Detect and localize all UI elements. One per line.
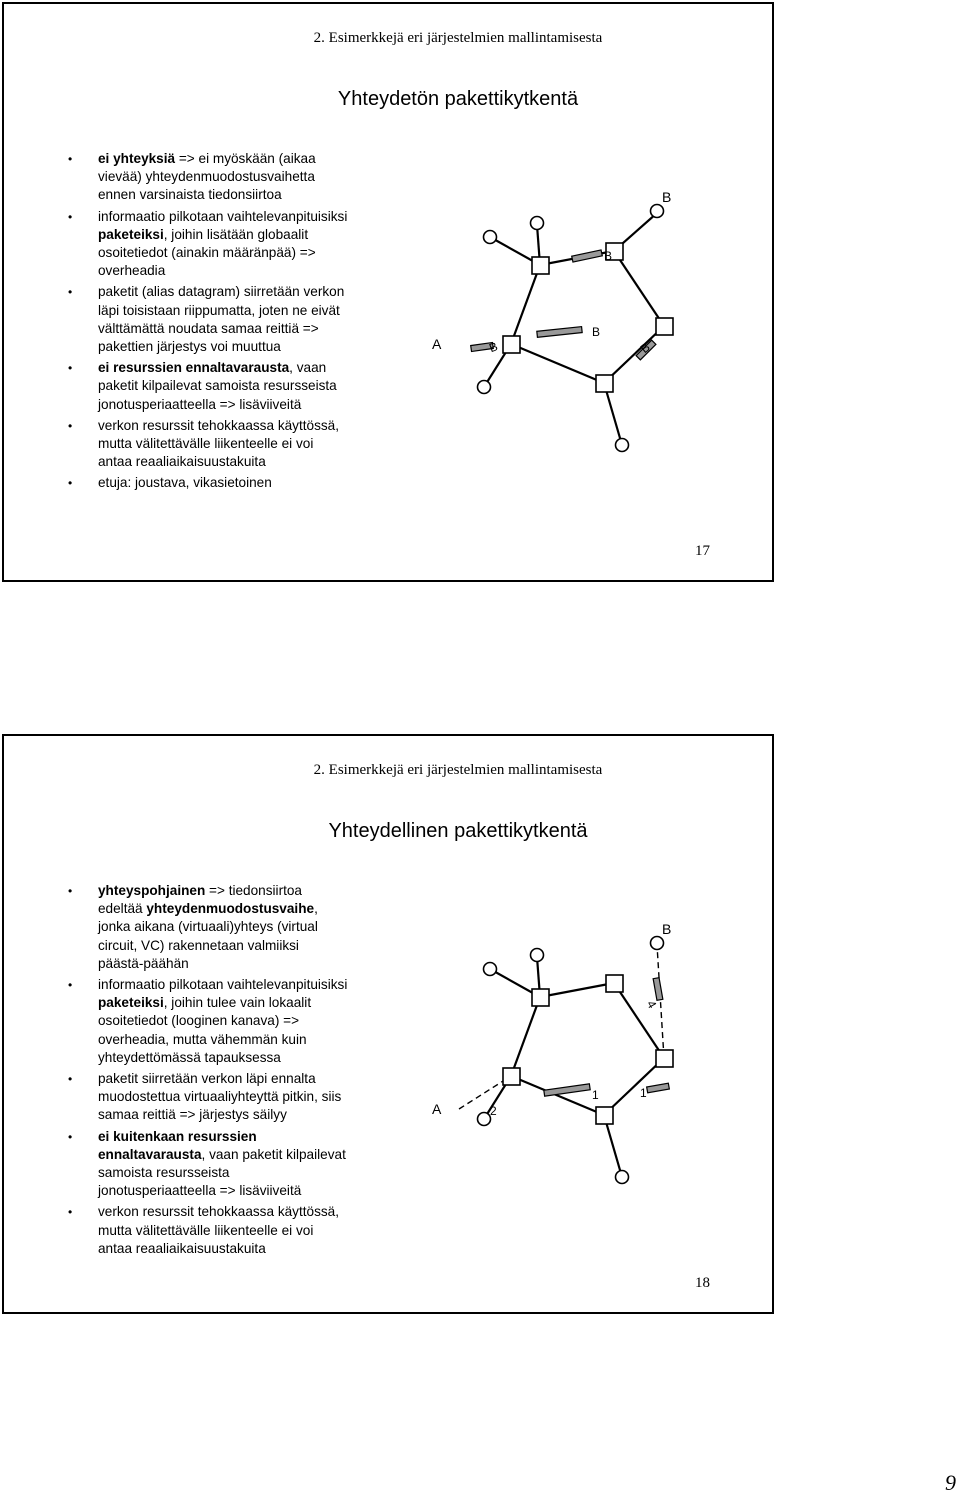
- text: samaa reittiä => järjestys säilyy: [98, 1107, 287, 1123]
- slide-title: Yhteydetön pakettikytkentä: [337, 88, 579, 110]
- bullet-item: [66, 882, 366, 973]
- packet-label: B: [604, 249, 613, 263]
- text: overheadia: [98, 263, 166, 279]
- text: päästä-päähän: [98, 955, 189, 971]
- bold-text: paketeiksi: [98, 226, 164, 242]
- bullet-line: [98, 262, 366, 280]
- bullet-item: [66, 474, 366, 492]
- bullet-item: [66, 283, 366, 356]
- bullet-line: [98, 918, 366, 936]
- bullet-line: [98, 417, 366, 435]
- bullet-list: [66, 882, 366, 1261]
- text: , joihin tulee vain lokaalit: [163, 995, 312, 1011]
- bold-text: ei kuitenkaan resurssien: [98, 1128, 257, 1144]
- text: ,: [314, 901, 318, 917]
- bullet-line: [98, 302, 366, 320]
- text: , joihin lisätään globaalit: [163, 226, 309, 242]
- bullet-line: [98, 1088, 366, 1106]
- document-page-number: 9: [945, 1470, 956, 1495]
- slide-18: [2, 734, 774, 1314]
- bullet-line: [98, 168, 366, 186]
- text: muodostettua virtuaaliyhteyttä pitkin, siis: [98, 1089, 342, 1105]
- bullet-line: [98, 882, 366, 900]
- bullet-line: [98, 186, 366, 204]
- text: circuit, VC) rakennetaan valmiiksi: [98, 937, 299, 953]
- text: ennen varsinaista tiedonsiirtoa: [98, 187, 282, 203]
- bullet-line: [98, 244, 366, 262]
- text: paketit siirretään verkon läpi ennalta: [98, 1071, 316, 1087]
- node-b-label: B: [662, 189, 672, 205]
- text: informaatio pilkotaan vaihtelevanpituisiksi: [98, 208, 348, 224]
- text: informaatio pilkotaan vaihtelevanpituisiksi: [98, 977, 348, 993]
- packet-label: B: [487, 339, 500, 356]
- text: overheadia, mutta vähemmän kuin: [98, 1031, 307, 1047]
- channel-label: 1: [592, 1088, 599, 1102]
- bullet-line: [98, 994, 366, 1012]
- bold-text: yhteyspohjainen: [98, 883, 206, 898]
- slide-title: Yhteydellinen pakettikytkentä: [328, 820, 588, 842]
- bullet-line: [98, 1049, 366, 1067]
- bullet-item: [66, 1070, 366, 1125]
- channel-label: 2: [490, 1104, 497, 1118]
- bullet-line: [98, 1222, 366, 1240]
- bullet-line: [98, 453, 366, 471]
- text: => tiedonsiirtoa: [205, 883, 302, 898]
- bullet-item: [66, 1128, 366, 1201]
- text: välttämättä noudata samaa reittiä =>: [98, 320, 319, 336]
- channel-label: 1: [640, 1086, 647, 1100]
- bullet-line: [98, 1031, 366, 1049]
- bold-text: ennaltavarausta: [98, 1146, 202, 1162]
- packet-label: B: [637, 340, 653, 356]
- text: jonka aikana (virtuaali)yhteys (virtual: [98, 919, 318, 935]
- bullet-item: [66, 417, 366, 472]
- text: samoista resursseista: [98, 1165, 230, 1181]
- text: jonotusperiaatteella => lisäviiveitä: [98, 1183, 302, 1199]
- text: edeltää: [98, 901, 147, 917]
- slide-header: 2. Esimerkkejä eri järjestelmien mallintamisesta: [313, 30, 603, 46]
- bullet-line: [98, 377, 366, 395]
- bullet-line: [98, 150, 366, 168]
- node-a-label: A: [432, 1101, 442, 1117]
- slide-number: 18: [695, 1275, 710, 1291]
- packet-label: B: [592, 325, 601, 339]
- bullet-line: [98, 359, 366, 377]
- bold-text: paketeiksi: [98, 995, 164, 1011]
- text: pakettien järjestys voi muuttua: [98, 339, 281, 355]
- text: antaa reaaliaikaisuustakuita: [98, 454, 266, 470]
- bullet-line: [98, 208, 366, 226]
- text: antaa reaaliaikaisuustakuita: [98, 1240, 266, 1256]
- text: verkon resurssit tehokkaassa käyttössä,: [98, 417, 340, 433]
- bullet-list: [66, 150, 366, 496]
- bullet-line: [98, 320, 366, 338]
- bullet-line: [98, 1164, 366, 1182]
- text: läpi toisistaan riippumatta, joten ne eivät: [98, 302, 340, 318]
- bullet-item: [66, 976, 366, 1067]
- bullet-line: [98, 396, 366, 414]
- text: osoitetiedot (looginen kanava) =>: [98, 1013, 300, 1029]
- slide-number: 17: [695, 543, 710, 559]
- bullet-line: [98, 1146, 366, 1164]
- bullet-line: [98, 1128, 366, 1146]
- text: , vaan paketit kilpailevat: [201, 1146, 346, 1162]
- bullet-item: [66, 1203, 366, 1258]
- node-b-label: B: [662, 921, 672, 937]
- text: jonotusperiaatteella => lisäviiveitä: [98, 396, 302, 412]
- node-a-label: A: [432, 336, 442, 352]
- bullet-item: [66, 359, 366, 414]
- slide-17: [2, 2, 774, 582]
- bullet-item: [66, 208, 366, 281]
- bullet-line: [98, 435, 366, 453]
- text: paketit kilpailevat samoista resursseista: [98, 378, 337, 394]
- text: mutta välitettävälle liikenteelle ei voi: [98, 436, 314, 452]
- text: osoitetiedot (ainakin määränpää) =>: [98, 245, 316, 261]
- bullet-line: [98, 1203, 366, 1221]
- bold-text: yhteydenmuodostusvaihe: [146, 901, 315, 917]
- bullet-line: [98, 1106, 366, 1124]
- bullet-line: [98, 1182, 366, 1200]
- bullet-line: [98, 976, 366, 994]
- slide-header: 2. Esimerkkejä eri järjestelmien mallintamisesta: [313, 762, 603, 778]
- bullet-line: [98, 1240, 366, 1258]
- datagram-network-diagram: [414, 179, 704, 479]
- bullet-line: [98, 474, 366, 492]
- bullet-line: [98, 955, 366, 973]
- bullet-item: [66, 150, 366, 205]
- text: yhteydettömässä tapauksessa: [98, 1049, 281, 1065]
- channel-label: 4: [643, 998, 660, 1011]
- text: paketit (alias datagram) siirretään verkon: [98, 284, 345, 300]
- bullet-line: [98, 1070, 366, 1088]
- bullet-line: [98, 900, 366, 918]
- bullet-line: [98, 937, 366, 955]
- bold-text: ei resurssien ennaltavarausta: [98, 360, 290, 376]
- text: , vaan: [289, 360, 327, 376]
- virtual-circuit-network-diagram: [414, 911, 704, 1211]
- text: etuja: joustava, vikasietoinen: [98, 475, 272, 491]
- bullet-line: [98, 283, 366, 301]
- text: vievää) yhteydenmuodostusvaihetta: [98, 169, 315, 185]
- bullet-line: [98, 1012, 366, 1030]
- text: verkon resurssit tehokkaassa käyttössä,: [98, 1204, 340, 1220]
- text: => ei myöskään (aikaa: [175, 151, 316, 166]
- bold-text: ei yhteyksiä: [98, 151, 176, 166]
- bullet-line: [98, 226, 366, 244]
- bullet-line: [98, 338, 366, 356]
- text: mutta välitettävälle liikenteelle ei voi: [98, 1222, 314, 1238]
